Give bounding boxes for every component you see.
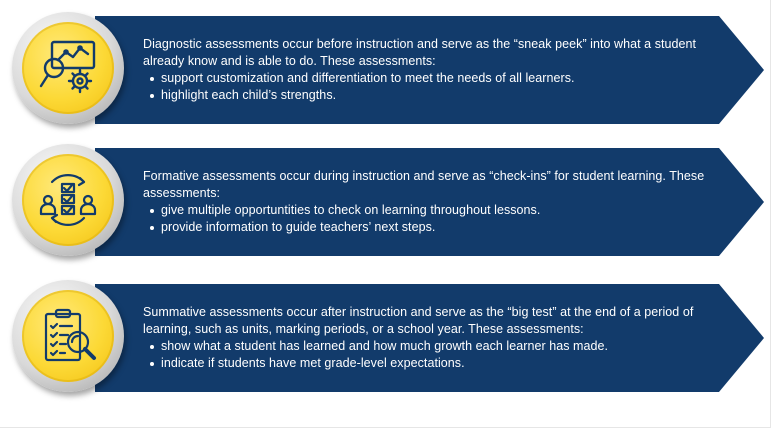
diagnostic-bullet-list bbox=[143, 70, 713, 104]
summative-badge bbox=[12, 280, 124, 392]
list-item: show what a student has learned and how much growth each learner has made. bbox=[143, 338, 713, 355]
formative-text bbox=[143, 168, 713, 236]
formative-intro: Formative assessments occur during instruction and serve as “check-ins” for student learning. These assessments: bbox=[143, 169, 705, 200]
diagnostic-row bbox=[0, 16, 770, 124]
summative-text bbox=[143, 304, 713, 372]
formative-badge bbox=[12, 144, 124, 256]
analytics-magnifier-gear-icon bbox=[38, 38, 98, 98]
list-item: highlight each child’s strengths. bbox=[143, 87, 713, 104]
checklist-people-cycle-icon bbox=[38, 170, 98, 230]
diagnostic-badge bbox=[12, 12, 124, 124]
clipboard-magnifier-icon bbox=[38, 306, 98, 366]
summative-row bbox=[0, 284, 770, 392]
list-item: give multiple opportuntities to check on learning throughout lessons. bbox=[143, 202, 713, 219]
formative-row bbox=[0, 148, 770, 256]
summative-intro: Summative assessments occur after instruction and serve as the “big test” at the end of a period of learning, such as units, marking periods, or a school year. These assessments: bbox=[143, 305, 694, 336]
list-item: provide information to guide teachers’ next steps. bbox=[143, 219, 713, 236]
summative-bullet-list bbox=[143, 338, 713, 372]
list-item: support customization and differentiation to meet the needs of all learners. bbox=[143, 70, 713, 87]
diagnostic-intro: Diagnostic assessments occur before instruction and serve as the “sneak peek” into what a student already know and is able to do. These assessments: bbox=[143, 37, 697, 68]
diagnostic-text bbox=[143, 36, 713, 104]
list-item: indicate if students have met grade-level expectations. bbox=[143, 355, 713, 372]
formative-bullet-list bbox=[143, 202, 713, 236]
